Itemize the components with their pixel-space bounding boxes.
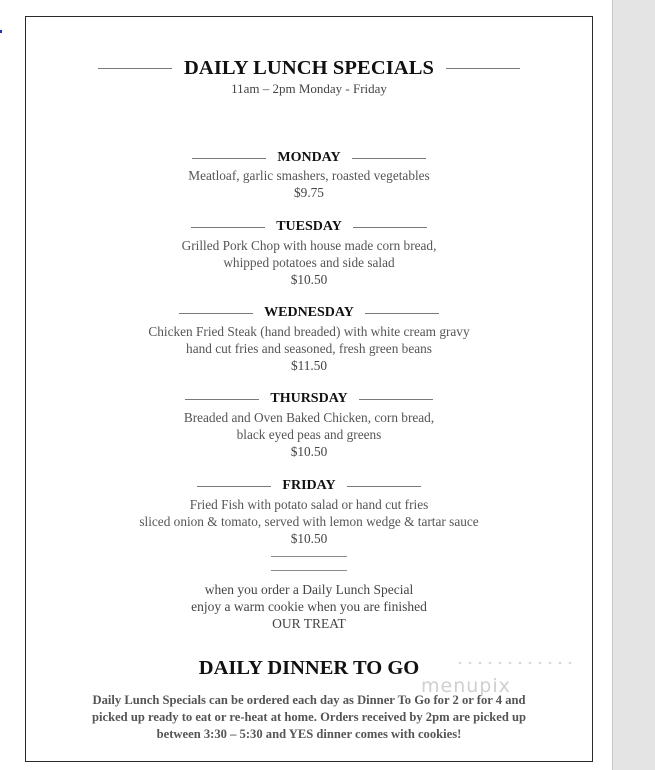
title-rule-right	[446, 68, 520, 69]
treat-line: enjoy a warm cookie when you are finished	[191, 599, 427, 614]
dish-description: Grilled Pork Chop with house made corn bread,	[181, 238, 437, 253]
dish-description: black eyed peas and greens	[236, 427, 382, 442]
day-heading-wednesday	[26, 305, 592, 321]
dinner-paragraph-line: Daily Lunch Specials can be ordered each day as Dinner To Go for 2 or for 4 and	[92, 693, 526, 707]
day-label: WEDNESDAY	[264, 305, 354, 320]
watermark-dots	[456, 658, 576, 668]
day-label: MONDAY	[277, 150, 341, 165]
day-rule-left	[197, 486, 271, 487]
dinner-title: DAILY DINNER TO GO	[198, 657, 420, 679]
title-row	[26, 57, 592, 80]
dish-price: $10.50	[290, 444, 328, 459]
dinner-paragraph-line: picked up ready to eat or re-heat at home. Orders received by 2pm are picked up	[92, 710, 526, 724]
dish-description: whipped potatoes and side salad	[223, 255, 395, 270]
day-heading-tuesday	[26, 219, 592, 235]
divider-rule	[271, 556, 347, 557]
dish-price: $9.75	[294, 185, 324, 200]
dish-price: $11.50	[290, 358, 328, 373]
day-label: THURSDAY	[270, 391, 348, 406]
dish-description: Breaded and Oven Baked Chicken, corn bread,	[183, 410, 435, 425]
dish-description: sliced onion & tomato, served with lemon wedge & tartar sauce	[139, 514, 479, 529]
menu-page	[25, 16, 593, 762]
day-heading-friday	[26, 478, 592, 494]
day-rule-left	[185, 399, 259, 400]
day-heading-monday	[26, 150, 592, 166]
day-rule-right	[353, 227, 427, 228]
treat-line: when you order a Daily Lunch Special	[204, 582, 414, 597]
day-rule-right	[359, 399, 433, 400]
day-rule-right	[352, 158, 426, 159]
day-rule-right	[347, 486, 421, 487]
day-rule-left	[191, 227, 265, 228]
day-label: FRIDAY	[282, 478, 336, 493]
dish-description: Fried Fish with potato salad or hand cut fries	[189, 497, 429, 512]
dish-description: Chicken Fried Steak (hand breaded) with white cream gravy	[148, 324, 470, 339]
edge-marker	[0, 30, 2, 33]
viewer-scrollbar-area	[612, 0, 655, 770]
dinner-paragraph-line: between 3:30 – 5:30 and YES dinner comes with cookies!	[156, 727, 462, 741]
dish-price: $10.50	[290, 531, 328, 546]
dish-description: hand cut fries and seasoned, fresh green beans	[186, 341, 432, 356]
day-heading-thursday	[26, 391, 592, 407]
page-title: DAILY LUNCH SPECIALS	[184, 57, 434, 79]
dish-description: Meatloaf, garlic smashers, roasted vegetables	[188, 168, 430, 183]
treat-emphasis: OUR TREAT	[272, 616, 346, 631]
title-rule-left	[98, 68, 172, 69]
lunch-hours: 11am – 2pm Monday - Friday	[231, 81, 387, 96]
day-label: TUESDAY	[276, 219, 342, 234]
day-rule-left	[179, 313, 253, 314]
menupix-watermark: menupix	[421, 675, 511, 697]
divider-rule	[271, 570, 347, 571]
day-rule-left	[192, 158, 266, 159]
day-rule-right	[365, 313, 439, 314]
dish-price: $10.50	[290, 272, 328, 287]
